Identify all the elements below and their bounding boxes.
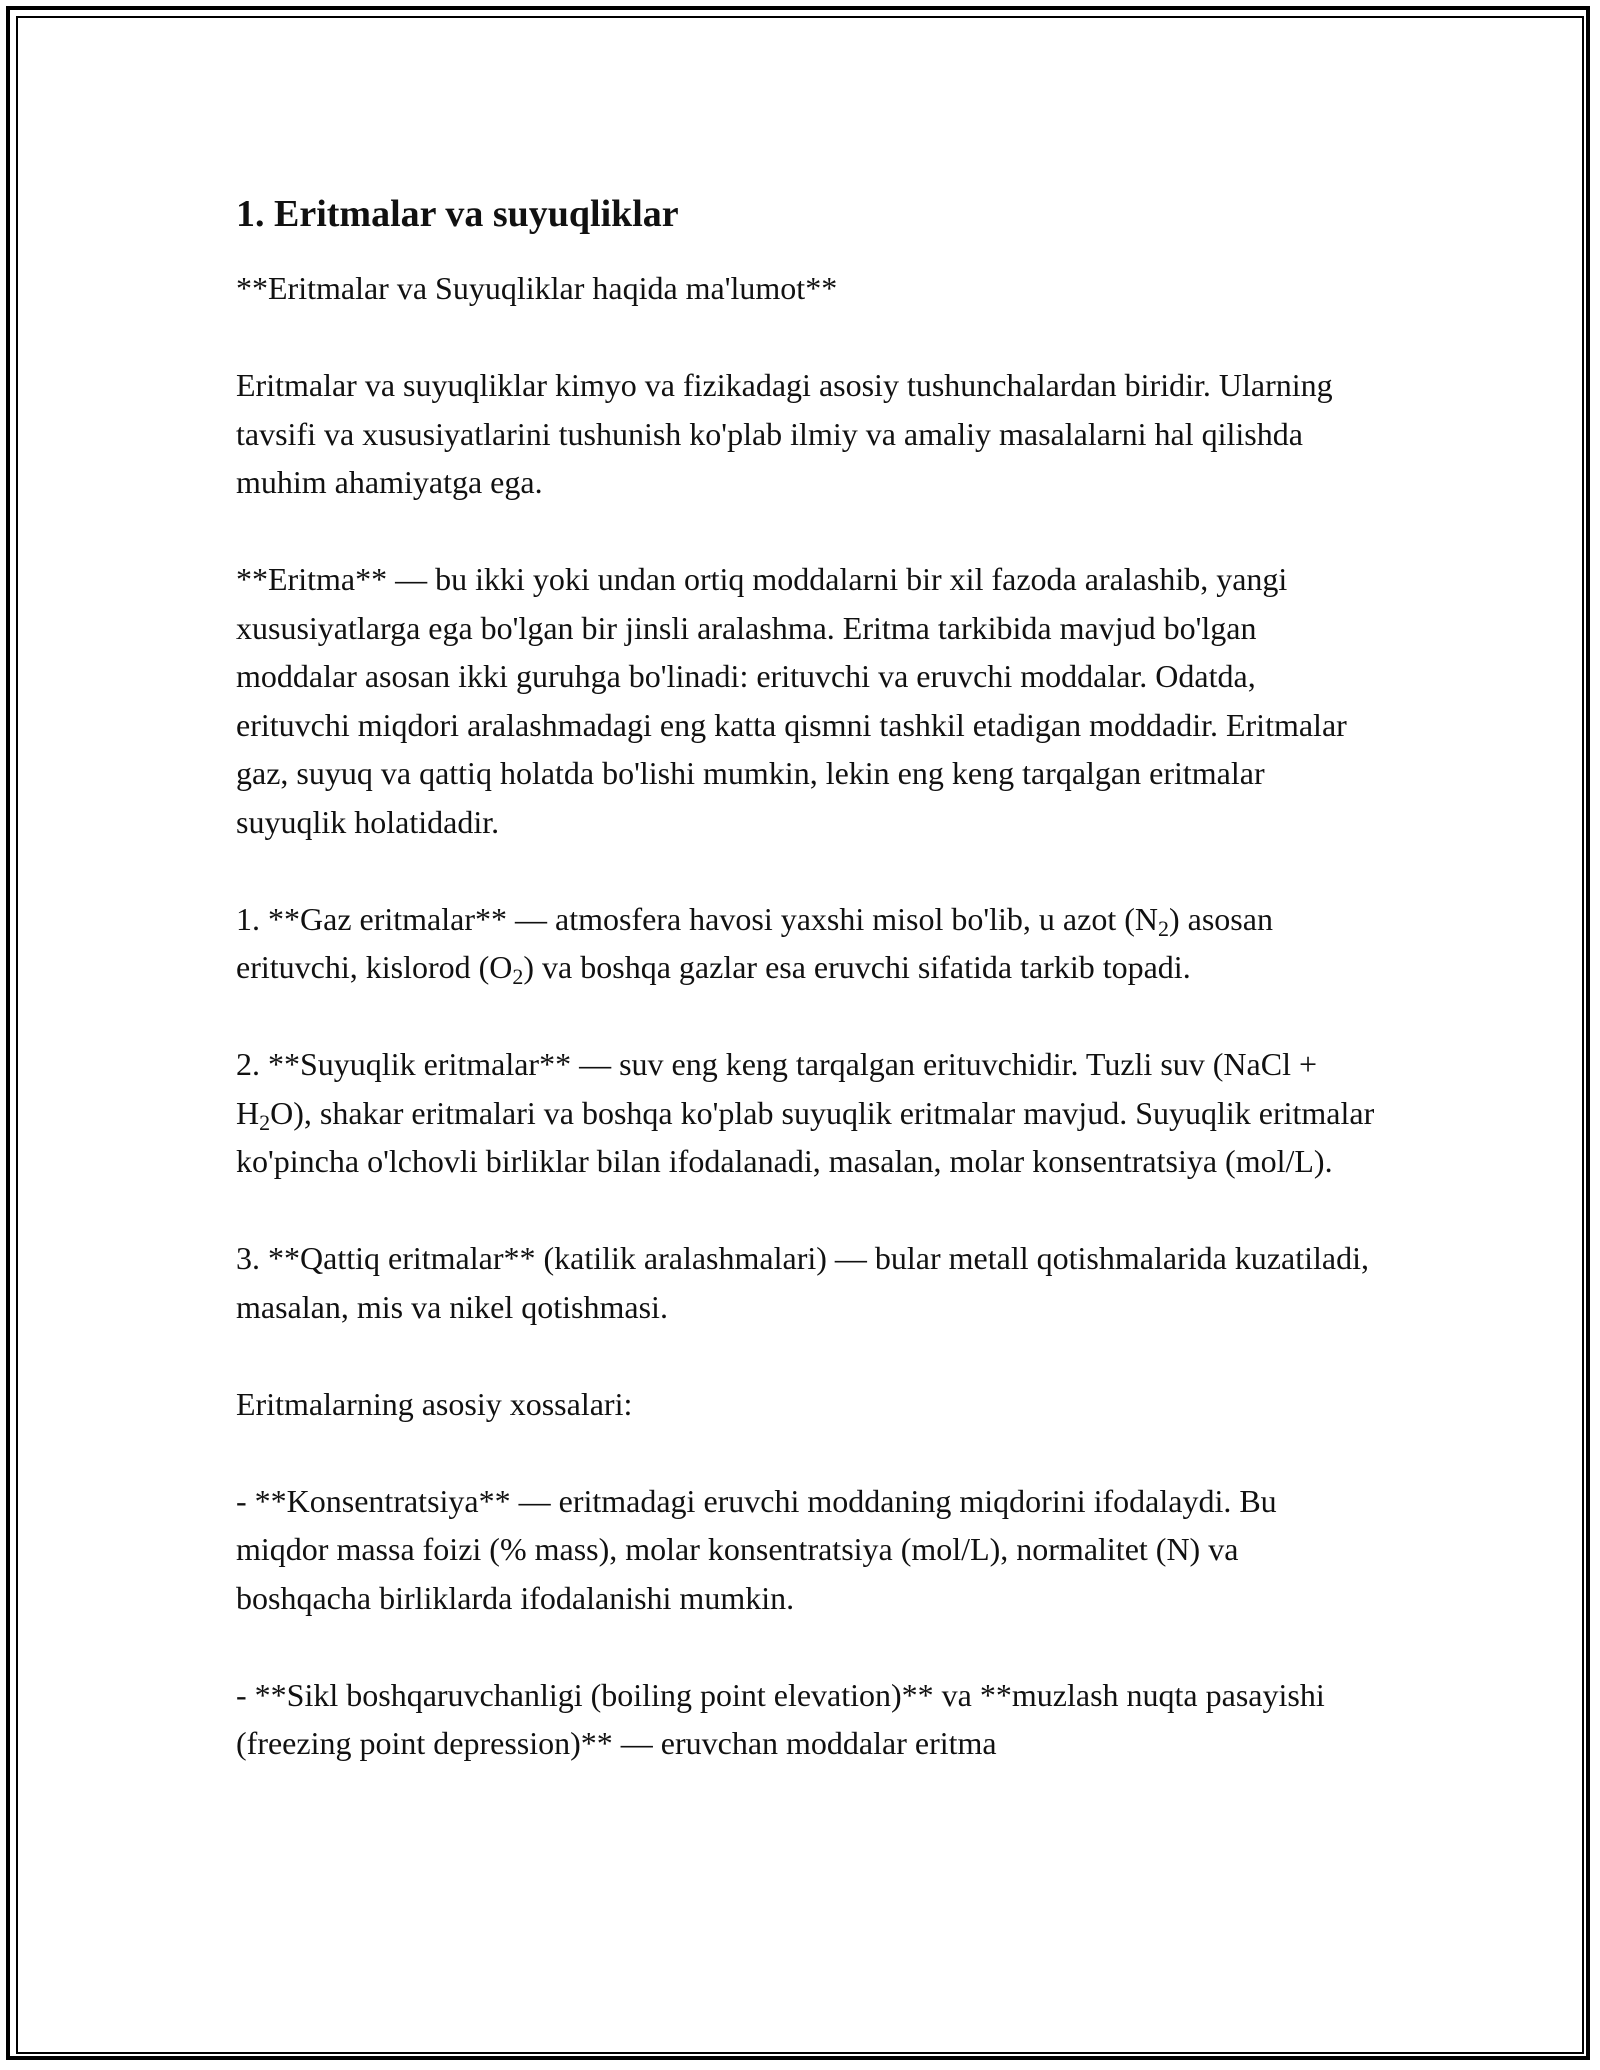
list-item-solid: 3. **Qattiq eritmalar** (katilik aralashmalari) — bular metall qotishmalarida kuzatiladi, masalan, mis va nikel qotishmasi.: [236, 1240, 1369, 1325]
subtitle: **Eritmalar va Suyuqliklar haqida ma'lumot**: [236, 270, 838, 306]
properties-heading: Eritmalarning asosiy xossalari:: [236, 1385, 633, 1422]
document-body: [236, 186, 1376, 1816]
property-concentration: - **Konsentratsiya** — eritmadagi eruvchi moddaning miqdorini ifodalaydi. Bu miqdor massa foizi (% mass), molar konsentratsiya (mol/L), normalitet (N) va boshqacha birliklarda ifodalanishi mumkin.: [236, 1482, 1277, 1616]
intro-paragraph: Eritmalar va suyuqliklar kimyo va fizikadagi asosiy tushunchalardan biridir. Ularning tavsifi va xususiyatlarini tushunish ko'plab ilmiy va amaliy masalalarni hal qilishda muhim ahamiyatga ega.: [236, 367, 1333, 500]
section-heading: 1. Eritmalar va suyuqliklar: [236, 193, 679, 235]
property-boiling-freezing: - **Sikl boshqaruvchanligi (boiling point elevation)** va **muzlash nuqta pasayishi (freezing point depression)** — eruvchan moddalar eritma: [236, 1676, 1325, 1761]
list-item-liquid: 2. **Suyuqlik eritmalar** — suv eng keng tarqalgan erituvchidir. Tuzli suv (NaCl + $H_2O$), shakar eritmalari va boshqa ko'plab suyuqlik eritmalar mavjud. Suyuqlik eritmalar ko'pincha o'lchovli birliklar bilan ifodalanadi, masalan, molar konsentratsiya (mol/L).: [236, 1046, 1375, 1179]
list-item-gas: 1. **Gaz eritmalar** — atmosfera havosi yaxshi misol bo'lib, u azot $(N_2)$ asosan erituvchi, kislorod $(O_2)$ va boshqa gazlar esa eruvchi sifatida tarkib topadi.: [236, 900, 1273, 989]
definition-paragraph: **Eritma** — bu ikki yoki undan ortiq moddalarni bir xil fazoda aralashib, yangi xususiyatlarga ega bo'lgan bir jinsli aralashma. Eritma tarkibida mavjud bo'lgan moddalar asosan ikki guruhga bo'linadi: erituvchi va eruvchi moddalar. Odatda, erituvchi miqdori aralashmadagi eng katta qismni tashkil etadigan moddadir. Eritmalar gaz, suyuq va qattiq holatda bo'lishi mumkin, lekin eng keng tarqalgan eritmalar suyuqlik holatidadir.: [236, 561, 1347, 840]
